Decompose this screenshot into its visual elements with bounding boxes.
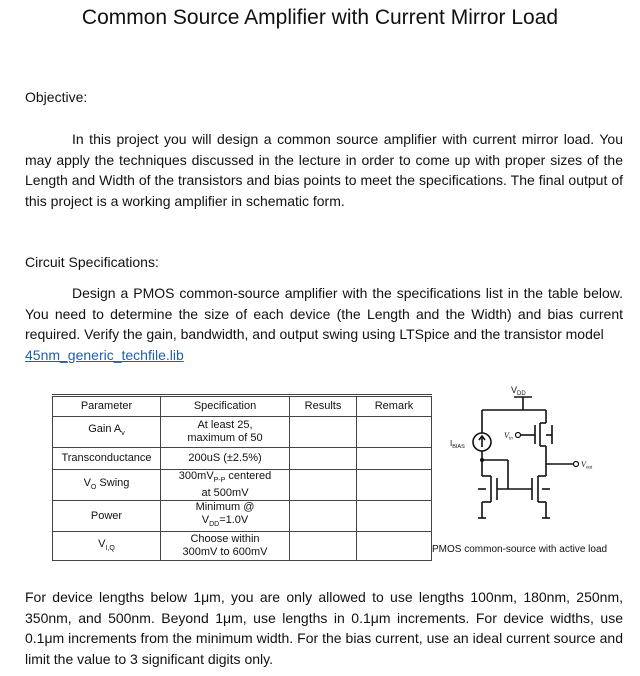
remark-cell [357, 532, 432, 561]
ibias-label: $I_{BIAS}$ [450, 439, 465, 450]
page-title: Common Source Amplifier with Current Mirror Load [81, 6, 559, 29]
specs-text: Design a PMOS common-source amplifier with the specifications list in the table below. You need to determine the size of each device (the Length and the Width) and bias current required. Verify the gain, bandwidth, and output swing using LTSpice and the transistor model [25, 285, 623, 342]
header-specification: Specification [161, 396, 290, 417]
spec-gain: At least 25, maximum of 50 [161, 417, 290, 448]
vdd-label: $V_{DD}$ [511, 385, 526, 397]
param-power: Power [53, 501, 161, 532]
remark-cell [357, 448, 432, 470]
table-row [53, 501, 432, 532]
header-parameter: Parameter [53, 396, 161, 417]
objective-heading: Objective: [25, 89, 88, 105]
vout-label: Vout [581, 460, 593, 471]
result-cell [290, 532, 357, 561]
spec-table [52, 394, 432, 561]
techfile-link[interactable]: 45nm_generic_techfile.lib [25, 346, 184, 363]
spec-power: Minimum @ $V_{DD}=1.0V$ [161, 501, 290, 532]
schematic-caption: PMOS common-source with active load [432, 544, 608, 555]
result-cell [290, 501, 357, 532]
result-cell [290, 470, 357, 501]
table-row [53, 532, 432, 561]
remark-cell [357, 417, 432, 448]
header-remark: Remark [357, 396, 432, 417]
remark-cell [357, 470, 432, 501]
specs-paragraph [25, 283, 623, 365]
table-row [53, 417, 432, 448]
cs-amplifier-schematic [450, 380, 614, 530]
result-cell [290, 417, 357, 448]
spec-transconductance: 200uS (±2.5%) [161, 448, 290, 470]
remark-cell [357, 501, 432, 532]
spec-vo-swing: $300mV_{P-P}$ centered at 500mV [161, 470, 290, 501]
param-viq: $V_{I,Q}$ [53, 532, 161, 561]
objective-paragraph [25, 129, 623, 211]
param-gain: Gain $A_v$ [53, 417, 161, 448]
footer-paragraph: For device lengths below 1μm, you are only allowed to use lengths 100nm, 180nm, 250nm, 350nm, and 500nm. Beyond 1μm, use lengths in 0.1μm increments. For device widths, use 0.1μm increments from the minimum width. For the bias current, use an ideal current source and limit the value to 3 significant digits only. [25, 589, 623, 667]
header-results: Results [290, 396, 357, 417]
table-header-row [53, 396, 432, 417]
vin-label: Vin [504, 431, 513, 442]
table-row [53, 448, 432, 470]
objective-text: In this project you will design a common source amplifier with current mirror load. You may apply the techniques discussed in the lecture in order to come up with proper sizes of the Length and Width of the transistors and bias points to meet the specifications. The final output of this project is a working amplifier in schematic form. [25, 131, 623, 209]
spec-viq: Choose within 300mV to 600mV [161, 532, 290, 561]
result-cell [290, 448, 357, 470]
param-transconductance: Transconductance [53, 448, 161, 470]
table-row [53, 470, 432, 501]
specs-heading: Circuit Specifications: [25, 254, 159, 270]
param-vo-swing: $V_O$ Swing [53, 470, 161, 501]
